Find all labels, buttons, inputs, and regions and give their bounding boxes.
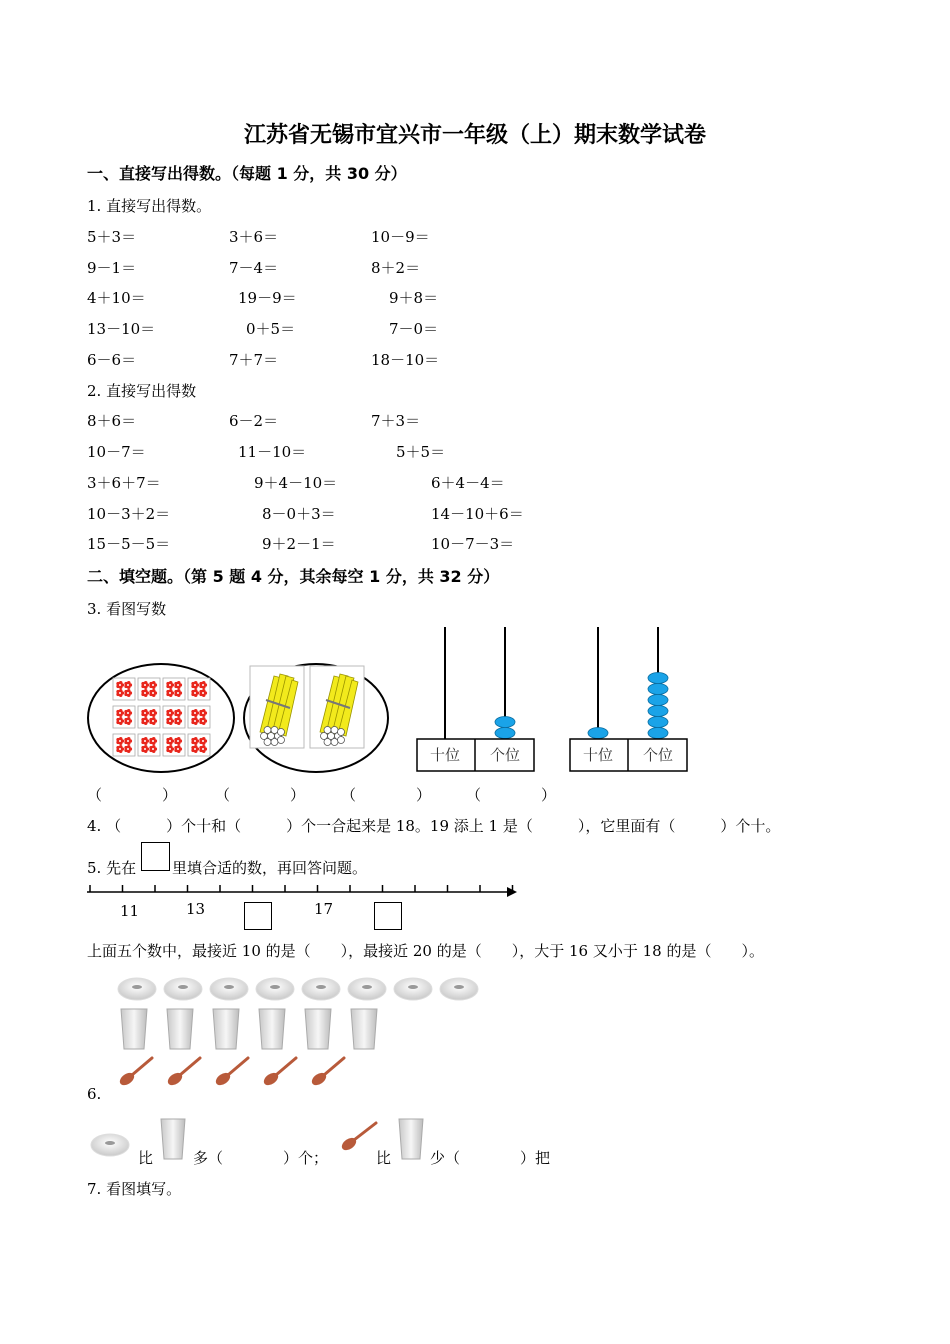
q1-expr: 4＋10＝ (87, 289, 146, 307)
abacus-bead (648, 673, 668, 684)
flower-icon (163, 678, 185, 700)
abacus-1-tens-label: 十位 (430, 746, 461, 764)
abacus-bead (495, 728, 515, 739)
cup-icon (160, 1118, 186, 1160)
q6-bi-1: 比 (138, 1149, 154, 1167)
cup-icon (167, 1009, 193, 1049)
q1-expr: 7－4＝ (229, 259, 279, 277)
spoon-icon (118, 1058, 152, 1088)
spoon-icon (166, 1058, 200, 1088)
q6-duo: 多（ ）个； (193, 1149, 329, 1167)
abacus-bead (588, 728, 608, 739)
q5-label-before: 5. 先在 (87, 859, 137, 877)
q2-expr: 6－2＝ (229, 412, 279, 430)
number-line-answer-box[interactable] (244, 902, 272, 930)
flowers-oval-figure (86, 662, 236, 774)
q2-expr: 5＋5＝ (396, 443, 446, 461)
q3-answer-blank[interactable]: （ ） (341, 786, 432, 804)
q1-expr: 7＋7＝ (229, 351, 279, 369)
cup-icon (351, 1009, 377, 1049)
q2-expr: 9＋4－10＝ (254, 474, 338, 492)
q2-expr: 3＋6＋7＝ (87, 474, 161, 492)
flower-icon (163, 734, 185, 756)
bowl-icon (256, 978, 294, 1000)
q1-expr: 19－9＝ (238, 289, 297, 307)
q6-bi-2: 比 (376, 1149, 392, 1167)
q2-expr: 11－10＝ (238, 443, 307, 461)
abacus-bead (648, 706, 668, 717)
cup-icon (305, 1009, 331, 1049)
q1-expr: 9＋8＝ (389, 289, 439, 307)
cup-icon (213, 1009, 239, 1049)
spoon-icon (310, 1058, 344, 1088)
q2-expr: 8＋6＝ (87, 412, 137, 430)
bowl-icon (440, 978, 478, 1000)
cup-icon (121, 1009, 147, 1049)
q7-label: 7. 看图填写。 (87, 1180, 182, 1198)
bowl-icon (90, 1132, 130, 1158)
q3-label: 3. 看图写数 (87, 600, 167, 618)
q2-label: 2. 直接写出得数 (87, 382, 197, 400)
q1-expr: 5＋3＝ (87, 228, 137, 246)
q1-expr: 0＋5＝ (246, 320, 296, 338)
q1-expr: 13－10＝ (87, 320, 156, 338)
q4-text: 4. （ ）个十和（ ）个一合起来是 18。19 添上 1 是（ ），它里面有（ ）个十。 (87, 817, 781, 835)
flower-icon (138, 734, 160, 756)
q1-expr: 3＋6＝ (229, 228, 279, 246)
abacus-bead (648, 684, 668, 695)
number-line-label: 11 (120, 902, 140, 920)
q1-expr: 18－10＝ (371, 351, 440, 369)
q1-expr: 8＋2＝ (371, 259, 421, 277)
q3-answer-blank[interactable]: （ ） (87, 786, 178, 804)
abacus-1-ones-label: 个位 (490, 746, 521, 764)
flower-icon (188, 678, 210, 700)
abacus-bead (648, 728, 668, 739)
abacus-2-ones-label: 个位 (643, 746, 674, 764)
q6-shao: 少（ ）把 (430, 1149, 551, 1167)
number-line-answer-box[interactable] (374, 902, 402, 930)
q2-expr: 14－10＋6＝ (431, 505, 524, 523)
q1-expr: 10－9＝ (371, 228, 430, 246)
q1-expr: 9－1＝ (87, 259, 137, 277)
q2-expr: 10－7＝ (87, 443, 146, 461)
abacus-bead (648, 695, 668, 706)
flower-icon (113, 678, 135, 700)
section1-heading: 一、直接写出得数。（每题 1 分，共 30 分） (87, 164, 407, 183)
bowl-icon (302, 978, 340, 1000)
flower-icon (188, 706, 210, 728)
bundle-of-ten-icon (310, 666, 364, 748)
spoon-icon (262, 1058, 296, 1088)
q2-expr: 10－3＋2＝ (87, 505, 171, 523)
flower-icon (113, 734, 135, 756)
section2-heading: 二、填空题。（第 5 题 4 分，其余每空 1 分，共 32 分） (87, 567, 500, 586)
abacus-bead (648, 717, 668, 728)
q2-expr: 6＋4－4＝ (431, 474, 505, 492)
bowl-icon (394, 978, 432, 1000)
flower-icon (113, 706, 135, 728)
flower-icon (138, 706, 160, 728)
q1-label: 1. 直接写出得数。 (87, 197, 212, 215)
abacus-2-tens-label: 十位 (583, 746, 614, 764)
abacus-bead (495, 717, 515, 728)
q3-answer-blank[interactable]: （ ） (466, 786, 557, 804)
q3-answer-blank[interactable]: （ ） (215, 786, 306, 804)
q2-expr: 10－7－3＝ (431, 535, 515, 553)
flower-icon (163, 706, 185, 728)
q5-question: 上面五个数中，最接近 10 的是（ ），最接近 20 的是（ ），大于 16 又小于 18 的是（ ）。 (87, 942, 764, 960)
flower-icon (138, 678, 160, 700)
number-line-label: 13 (186, 900, 206, 918)
q2-expr: 7＋3＝ (371, 412, 421, 430)
bundle-of-ten-icon (250, 666, 304, 748)
q2-expr: 8－0＋3＝ (262, 505, 336, 523)
bowl-icon (210, 978, 248, 1000)
sticks-oval-figure (242, 662, 390, 774)
number-line-label: 17 (314, 900, 334, 918)
bowl-icon (348, 978, 386, 1000)
bowl-icon (164, 978, 202, 1000)
q6-picture (110, 974, 490, 1092)
q1-expr: 7－0＝ (389, 320, 439, 338)
q6-number: 6. (87, 1085, 102, 1103)
spoon-icon (340, 1121, 378, 1153)
cup-icon (259, 1009, 285, 1049)
q1-expr: 6－6＝ (87, 351, 137, 369)
q2-expr: 15－5－5＝ (87, 535, 171, 553)
flower-icon (188, 734, 210, 756)
spoon-icon (214, 1058, 248, 1088)
cup-icon (398, 1118, 424, 1160)
q2-expr: 9＋2－1＝ (262, 535, 336, 553)
q5-label-after: 里填合适的数，再回答问题。 (172, 859, 368, 877)
number-line (87, 880, 519, 900)
bowl-icon (118, 978, 156, 1000)
page-title: 江苏省无锡市宜兴市一年级（上）期末数学试卷 (243, 123, 706, 148)
q5-inline-box (141, 842, 170, 871)
